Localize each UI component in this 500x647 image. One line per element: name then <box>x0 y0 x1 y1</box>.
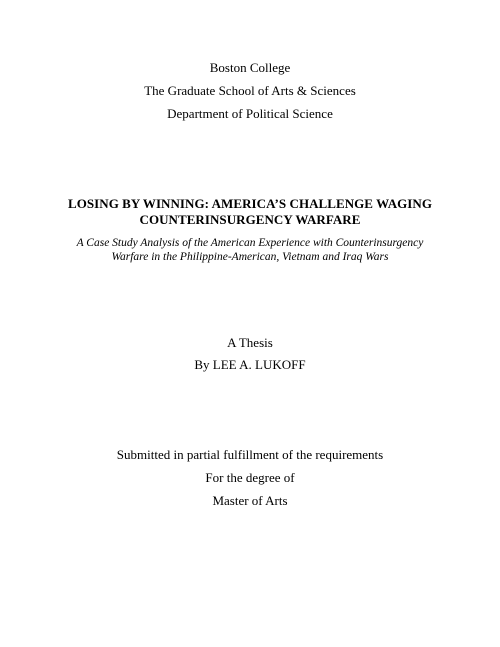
document-type: A Thesis <box>227 335 273 350</box>
college-name: Boston College <box>209 60 291 75</box>
thesis-subtitle-line-2: Warfare in the Philippine-American, Vietnam and Iraq Wars <box>111 251 389 263</box>
department-name: Department of Political Science <box>167 106 333 121</box>
submission-statement: Submitted in partial fulfillment of the requirements <box>116 447 384 462</box>
thesis-title-line-2: COUNTERINSURGENCY WARFARE <box>139 212 361 227</box>
degree-name: Master of Arts <box>212 493 288 508</box>
thesis-title-line-1: LOSING BY WINNING: AMERICA’S CHALLENGE WAGING <box>67 196 433 211</box>
author-byline: By LEE A. LUKOFF <box>194 357 306 372</box>
thesis-subtitle-line-1: A Case Study Analysis of the American Experience with Counterinsurgency <box>76 237 424 249</box>
graduate-school-name: The Graduate School of Arts & Sciences <box>144 83 356 98</box>
degree-label: For the degree of <box>205 470 295 485</box>
